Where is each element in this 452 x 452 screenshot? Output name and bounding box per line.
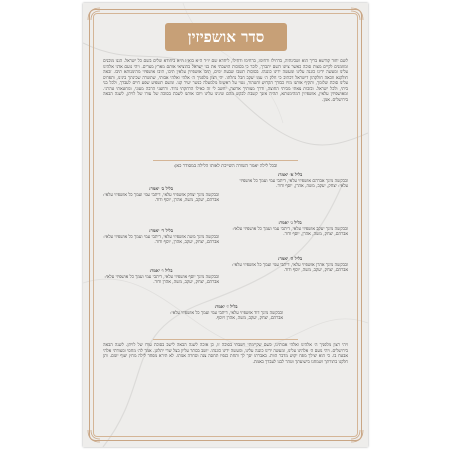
corner-ornament-icon [350, 429, 364, 443]
night-block [103, 229, 219, 246]
divider [153, 339, 298, 340]
night-block [103, 187, 219, 204]
page-title: סדר אושפיזין [187, 27, 265, 46]
night-block [232, 221, 348, 238]
divider [153, 160, 298, 161]
night-text: ובבקשה מינך יעקב אושפיזי עלאי, דיתבי עמי ועמך כל אושפיזי עלאי: אברהם, יצחק, משה, אהרן, יוסף ודוד. [232, 226, 348, 238]
poster [83, 3, 368, 447]
night-text: ובבקשה מינך דוד אושפיזי עלאי, דיתבי עמי ועמך כל אושפיזי עלאי: אברהם, יצחק, יעקב, משה, אהרן ויוסף. [170, 310, 283, 322]
night-heading: בליל א׳ יאמר: [277, 173, 303, 178]
closing-paragraph: ויהי רצון מלפניך ה׳ אלהינו ואלהי אבותינו, כשם שקיימתי וישבתי בסוכה זו, כן אזכה לשנה הבאה לישב בסוכת עורו של לויתן. לשנה הבאה בירושלים. ויהי נועם ה׳ אלהינו עלינו, ומעשה ידינו כוננה עלינו, ומעשה ידינו כוננהו. יושב בסתר עליון בצל שדי יתלונן. אמר לה׳ מחסי ומצודתי אלהי אבטח בו. כי הוא יצילך מפח יקוש מדבר הוות. באברתו יסך לך ותחת כנפיו תחסה צנה וסחרה אמתו. לא תירא מפחד לילה מחץ יעוף יומם. ותן חלקנו בתורתך ושמחנו בישועתך וטהר לבנו לעבדך באמת. [103, 343, 348, 365]
corner-ornament-icon [87, 7, 101, 21]
night-block-seventh [169, 305, 283, 322]
night-heading: בליל ה׳ יאמר: [277, 257, 303, 262]
corner-ornament-icon [350, 7, 364, 21]
night-block [232, 257, 348, 274]
intro-paragraph: לשם יחוד קודשא בריך הוא ושכינתיה, בדחילו ורחימו, ברחימו ודחילו, ליחדא שם יו״ד ה״א בוא״ו ה״א ביחודא שלים בשם כל ישראל. הננו מוכנים ומזומנים לקיים מצות סוכה כאשר ציונו השם יתברך, לזכר כי בסוכות הושבתי את בני ישראל בהוציאי אותם מארץ מצרים. ויהי נועם אדני אלהינו עלינו ומעשה ידינו כוננה עלינו ומעשה ידינו כוננהו. בסוכות תשבו שבעת ימים, תיבו אושפיזין עלאין תיבו, תיבו אושפיזי מהימנותא תיבו. זכאה חולקנא וזכאה חולקהון דישראל דכתיב כי חלק ה׳ עמו יעקב חבל נחלתו. יהי רצון מלפניך ה׳ אלהי ואלהי אבותי, שתשרה שכינתך בינינו, ותפרוס עלינו סוכת שלומך, ותקיף אותנו מזיו כבודך הקדוש והטהור, נטוי על ראשינו מלמעלה כנשר יעיר קנו. ומשם תשפיע שפע חיים לעבדך, ולכל בני ביתי, ולכל ישראל. ובזכות צאתי מביתי החוצה, ודרך מצותיך ארוצה, יחשב לי זה כאילו הרחקתי נדוד. ורחצני הרבה מעוני, ומחטאתי טהרני. ומאושפיזין עלאין, אושפיזין דמהימנותא, תהיה אזנך קשבת לבקש מהם שיגינו עלינו ויזכו אותנו לשבת בסוכה של עורו של לויתן, לשנה הבאה בירושלים. אמן. [103, 59, 348, 103]
night-text: ובבקשה מינך יצחק אושפיזי עלאי, דיתבי עמי ועמך כל אושפיזי עלאי: אברהם, יעקב, משה, אהרן, יוסף ודוד. [103, 192, 219, 204]
night-heading: בליל ו׳ יאמר: [149, 269, 173, 274]
night-text: ובבקשה מינך משה אושפיזי עלאי, דיתבי עמי ועמך כל אושפיזי עלאי: אברהם, יצחק, יעקב, אהרן, יוסף ודוד. [103, 234, 219, 246]
night-heading: בליל ג׳ יאמר: [278, 221, 302, 226]
night-heading: בליל ז׳ יאמר: [214, 305, 238, 310]
night-heading: בליל ב׳ יאמר: [149, 187, 173, 192]
night-block [103, 269, 219, 286]
title-banner [165, 23, 287, 51]
night-text: ובבקשה מינך אהרן אושפיזי עלאי, דיתבי עמי ועמך כל אושפיזי עלאי: אברהם, יצחק, יעקב, משה, יוסף ודוד. [232, 262, 348, 274]
night-block [232, 173, 348, 190]
corner-ornament-icon [87, 429, 101, 443]
night-heading: בליל ד׳ יאמר: [149, 229, 173, 234]
night-text: ובבקשה מינך יוסף אושפיזי עלאי, דיתבי עמי ועמך כל אושפיזי עלאי: אברהם, יצחק, יעקב, משה, אהרן ודוד. [104, 274, 219, 286]
night-text: ובבקשה מינך אברהם אושפיזי עלאי, דיתבי עמי ועמך כל אושפיזי עלאי: יצחק, יעקב, משה, אהרן, יוסף ודוד. [239, 178, 348, 190]
nightly-instruction: ובכל לילה יאמר השורה השייכת לאותו הלילה במסודר כאן: [173, 164, 278, 169]
